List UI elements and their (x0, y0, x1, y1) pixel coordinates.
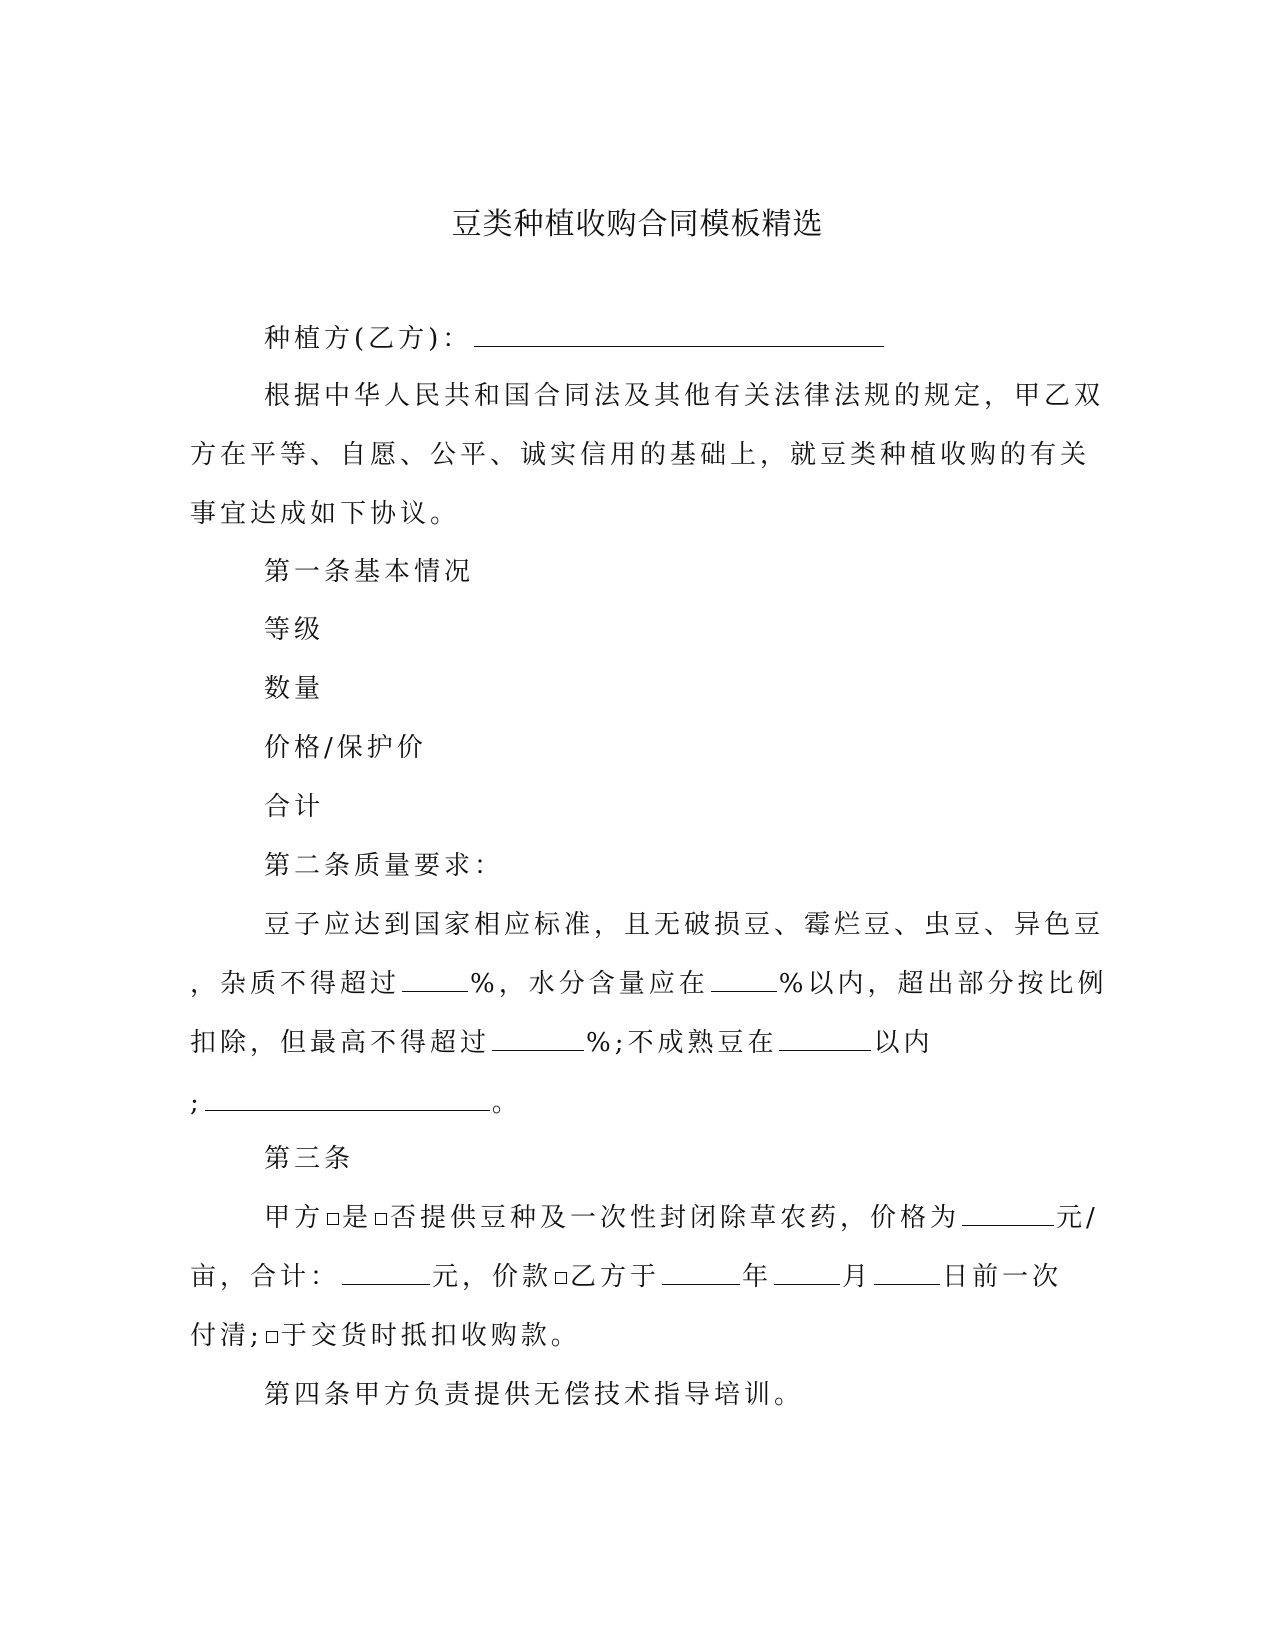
article-3-line-2-d: 年 (742, 1262, 773, 1292)
day-blank[interactable] (874, 1262, 940, 1285)
intro-line-2: 方在平等、自愿、公平、诚实信用的基础上，就豆类种植收购的有关 (190, 440, 1091, 470)
article-2-line-4-a: ; (190, 1088, 203, 1118)
article-3-line-2-f: 日前一次 (942, 1262, 1063, 1292)
no-checkbox[interactable] (375, 1213, 387, 1225)
article-2-heading: 第二条质量要求： (264, 851, 505, 881)
party-b-blank[interactable] (474, 324, 884, 347)
article-1-item-price: 价格/保护价 (264, 733, 427, 763)
article-3-line-2-a: 亩，合计： (190, 1262, 341, 1292)
article-3-line-1-a: 甲方 (264, 1203, 325, 1233)
article-3-line-2-b: 元，价款 (432, 1262, 553, 1292)
article-3-line-2 (190, 1258, 1080, 1296)
article-2-line-1: 豆子应达到国家相应标准，且无破损豆、霉烂豆、虫豆、异色豆 (264, 910, 1105, 940)
article-2-line-4 (190, 1084, 1080, 1122)
article-3-line-2-c: 乙方于 (570, 1262, 661, 1292)
moisture-blank[interactable] (711, 969, 777, 992)
article-2-line-2-c: %以内，超出部分按比例 (778, 969, 1108, 999)
article-3-line-1 (264, 1199, 1099, 1237)
party-b-line (264, 320, 1080, 358)
impurity-blank[interactable] (402, 969, 468, 992)
party-b-label: 种植方(乙方)： (264, 324, 473, 354)
article-3-line-3-a: 付清; (190, 1321, 263, 1351)
year-blank[interactable] (662, 1262, 740, 1285)
article-1-item-grade: 等级 (264, 615, 325, 645)
article-3-heading: 第三条 (264, 1144, 355, 1174)
article-2-extra-blank[interactable] (205, 1088, 490, 1111)
article-2-line-2-b: %，水分含量应在 (470, 969, 709, 999)
article-2-line-3-c: 以内 (873, 1028, 934, 1058)
article-2-line-4-b: 。 (491, 1088, 522, 1118)
article-2-line-3 (190, 1024, 1080, 1062)
article-3-line-3 (190, 1317, 1080, 1355)
article-3-line-1-d: 元/ (1056, 1203, 1099, 1233)
deduct-at-delivery-checkbox[interactable] (266, 1331, 278, 1343)
article-3-line-3-b: 于交货时抵扣收购款。 (280, 1321, 581, 1351)
article-4-heading: 第四条甲方负责提供无偿技术指导培训。 (264, 1380, 805, 1410)
article-2-line-2-a: ，杂质不得超过 (190, 969, 401, 999)
article-1-heading: 第一条基本情况 (264, 557, 475, 587)
intro-line-3: 事宜达成如下协议。 (190, 499, 461, 529)
price-per-mu-blank[interactable] (962, 1203, 1054, 1226)
intro-line-1: 根据中华人民共和国合同法及其他有关法律法规的规定，甲乙双 (264, 381, 1105, 411)
document-title: 豆类种植收购合同模板精选 (451, 207, 824, 242)
article-3-line-1-b: 是 (342, 1203, 373, 1233)
article-3-line-2-e: 月 (842, 1262, 873, 1292)
article-2-line-3-b: %;不成熟豆在 (586, 1028, 778, 1058)
total-amount-blank[interactable] (342, 1262, 430, 1285)
article-2-line-3-a: 扣除，但最高不得超过 (190, 1028, 491, 1058)
article-3-line-1-c: 否提供豆种及一次性封闭除草农药，价格为 (390, 1203, 961, 1233)
article-1-item-total: 合计 (264, 792, 325, 822)
article-1-item-quantity: 数量 (264, 674, 325, 704)
immature-bean-blank[interactable] (779, 1028, 871, 1051)
month-blank[interactable] (774, 1262, 840, 1285)
yes-checkbox[interactable] (327, 1213, 339, 1225)
max-deduction-blank[interactable] (492, 1028, 584, 1051)
article-2-line-2 (190, 965, 1108, 1003)
payment-before-date-checkbox[interactable] (555, 1272, 567, 1284)
